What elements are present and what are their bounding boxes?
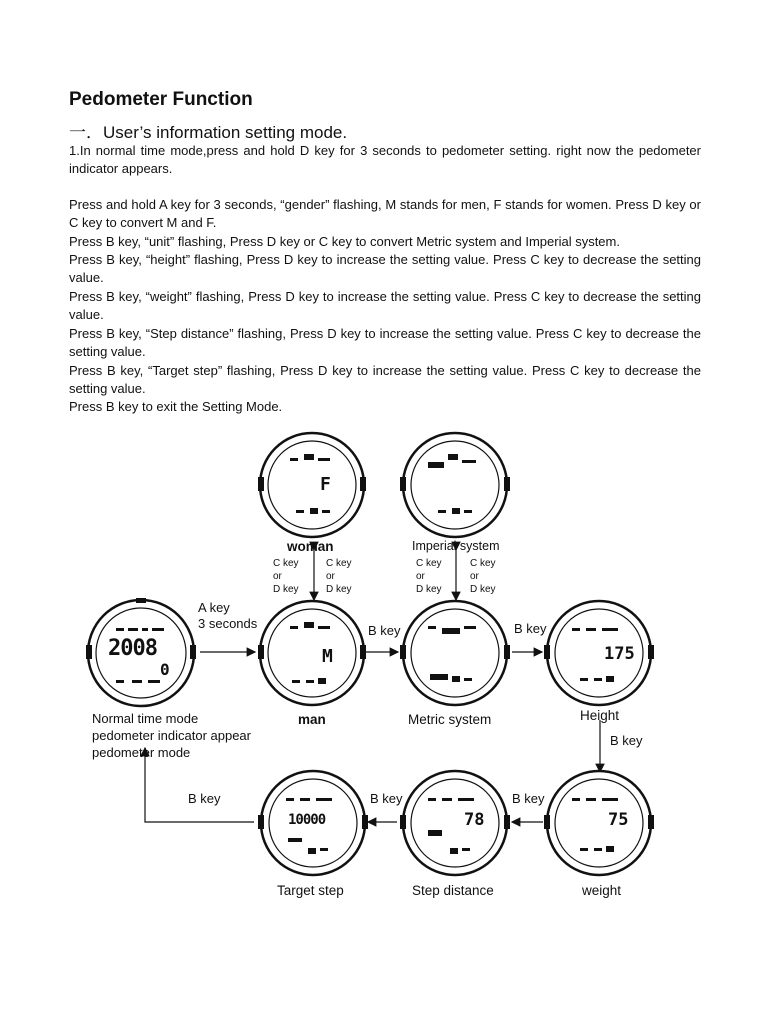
label-man: man (298, 712, 326, 727)
display-weight: 75 (608, 810, 629, 830)
display-man: M (322, 646, 333, 667)
display-target-step: 10000 (288, 812, 326, 828)
display-woman: F (320, 474, 331, 495)
watch-man (258, 598, 366, 713)
label-step-distance: Step distance (412, 883, 494, 898)
paragraph-unit: Press B key, “unit” flashing, Press D key or C key to convert Metric system and Imperial system. (69, 234, 620, 249)
watch-metric (400, 598, 510, 713)
watch-target-step (258, 768, 368, 883)
paragraph-height: Press B key, “height” flashing, Press D key to increase the setting value. Press C key to decrease the setting value. (69, 252, 701, 285)
label-imperial: Imperial system (412, 539, 500, 553)
label-b-key-4: B key (512, 791, 545, 806)
label-c-or-d-woman-right: C key or D key (326, 558, 352, 595)
label-c-or-d-woman-left: C key or D key (273, 558, 299, 595)
page-title: Pedometer Function (69, 89, 253, 110)
paragraph-step-distance: Press B key, “Step distance” flashing, Press D key to increase the setting value. Press C key to decrease the setting value. (69, 326, 701, 359)
paragraph-gender: Press and hold A key for 3 seconds, “gender” flashing, M stands for men, F stands for women. Press D key or C key to convert M and F. (69, 197, 701, 230)
label-b-key-1: B key (368, 623, 401, 638)
watch-imperial (400, 430, 510, 545)
label-normal-time: Normal time mode pedometer indicator appear pedometer mode (92, 711, 251, 760)
display-height: 175 (604, 644, 635, 664)
label-b-key-3: B key (610, 733, 643, 748)
watch-normal-time (86, 598, 196, 713)
label-b-key-2: B key (514, 621, 547, 636)
section-title: 一．User’s information setting mode. (69, 123, 348, 142)
watch-weight (544, 768, 654, 883)
watch-step-distance (400, 768, 510, 883)
paragraph-weight: Press B key, “weight” flashing, Press D key to increase the setting value. Press C key to decrease the setting value. (69, 289, 701, 322)
display-normal-small: 0 (160, 660, 170, 679)
paragraph-exit: Press B key to exit the Setting Mode. (69, 399, 283, 414)
label-woman: woman (287, 539, 334, 554)
label-metric: Metric system (408, 712, 492, 727)
paragraph-target-step: Press B key, “Target step” flashing, Press D key to increase the setting value. Press C key to decrease the setting value. (69, 363, 701, 396)
paragraph-intro: 1.In normal time mode,press and hold D key for 3 seconds to pedometer setting. right now the pedometer indicator appears. (69, 143, 701, 176)
label-b-key-5: B key (370, 791, 403, 806)
label-a-key: A key 3 seconds (198, 600, 258, 631)
label-b-key-6: B key (188, 791, 221, 806)
setting-flow-diagram (0, 420, 768, 940)
label-height: Height (580, 708, 620, 723)
label-c-or-d-imperial-right: C key or D key (470, 558, 496, 595)
display-normal-time: 2008 (108, 636, 157, 661)
watch-height (544, 598, 654, 713)
watch-woman (258, 430, 366, 545)
display-step-distance: 78 (464, 810, 485, 830)
label-weight: weight (582, 883, 622, 898)
label-target-step: Target step (277, 883, 344, 898)
label-c-or-d-imperial-left: C key or D key (416, 558, 442, 595)
